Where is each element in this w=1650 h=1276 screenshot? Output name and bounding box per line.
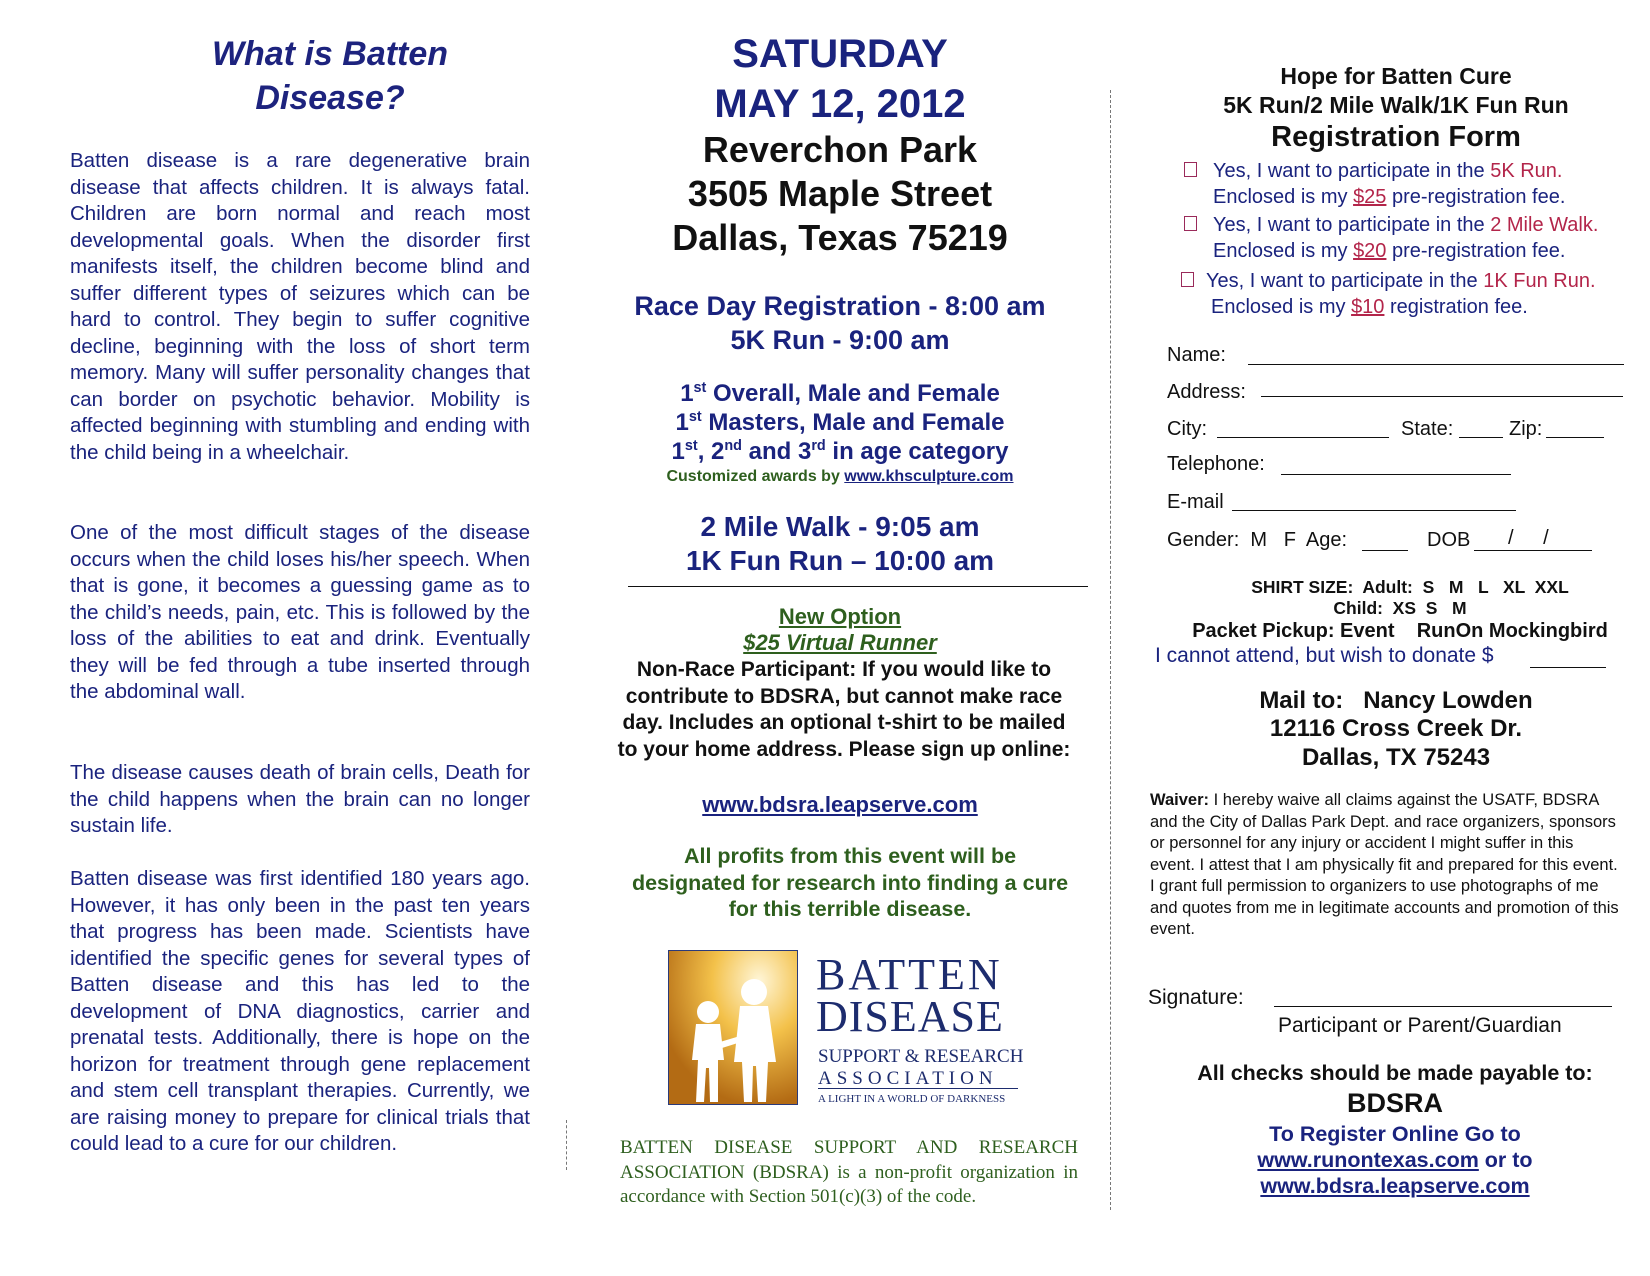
register-online-links: www.runontexas.com or to [1257,1148,1533,1172]
waiver-label: Waiver: [1150,791,1209,809]
logo-tagline: A LIGHT IN A WORLD OF DARKNESS [818,1093,1006,1105]
address-label: Address: [1167,381,1246,403]
city-field[interactable] [1217,437,1389,438]
left-paragraph-3: The disease causes death of brain cells, Death for the child happens when the brain can no longer sustain life. [70,761,530,837]
signature-field[interactable] [1274,1006,1612,1007]
column-divider-left [566,1120,567,1170]
option-walk-line1: Yes, I want to participate in the 2 Mile Walk. [1213,214,1599,236]
profits-statement: All profits from this event will be designated for research into finding a cure for this terrible disease. [631,844,1069,921]
children-silhouette-icon [668,950,798,1105]
new-option: New Option [778,604,902,629]
awards-credit: Customized awards by www.khsculpture.com [666,468,1014,485]
mail-street: 12116 Cross Creek Dr. [1269,715,1523,742]
checkbox-1k[interactable] [1181,272,1194,287]
award-age-category: 1st, 2nd and 3rd in age category [671,438,1009,465]
name-field[interactable] [1248,364,1624,365]
nonrace-participant: Non-Race Participant: If you would like to contribute to BDSRA, but cannot make race day. Includes an optional t-shirt to be mailed to your home address. Please sign up online: [617,658,1071,761]
logo-batten: BATTEN [816,950,1003,999]
donate-field[interactable] [1530,667,1606,668]
option-funrun-line2: Enclosed is my $10 registration fee. [1211,296,1528,318]
virtual-runner: $25 Virtual Runner [743,630,937,655]
city-label: City: [1167,418,1207,440]
runontexas-link[interactable]: www.runontexas.com [1257,1148,1479,1172]
shirt-size-adult: SHIRT SIZE: Adult: S M L XL XXL [1251,577,1569,597]
donate-line: I cannot attend, but wish to donate $ [1155,644,1494,667]
event-street: 3505 Maple Street [687,173,993,214]
logo-disease: DISEASE [816,992,1004,1041]
option-funrun-line1: Yes, I want to participate in the 1K Fun Run. [1206,270,1596,292]
logo-rule [818,1088,1018,1089]
name-label: Name: [1167,344,1226,366]
checks-payable: All checks should be made payable to: [1197,1061,1593,1085]
state-field[interactable] [1459,437,1503,438]
shirt-size-child: Child: XS S M [1333,598,1467,618]
signer-label: Participant or Parent/Guardian [1278,1014,1562,1037]
register-online: To Register Online Go to [1269,1122,1521,1146]
event-city: Dallas, Texas 75219 [672,217,1008,258]
packet-pickup: Packet Pickup: Event RunOn Mockingbird [1192,620,1608,642]
telephone-label: Telephone: [1167,453,1265,475]
gender-age-label: Gender: M F Age: [1167,529,1348,551]
dob-slashes: / / [1508,527,1561,549]
age-field[interactable] [1362,550,1408,551]
walk-time: 2 Mile Walk - 9:05 am [700,511,980,542]
option-5k-line1: Yes, I want to participate in the 5K Run. [1213,160,1563,182]
waiver-text: I hereby waive all claims against the USATF, BDSRA and the City of Dallas Park Dept. and race organizers, sponsors or personnel for any injury or accident I might suffer in this event. I attest that I am physically fit and prepared for this event. I grant full permission to organizers to use photographs of me and quotes from me in legitimate accounts and promotion of this event. [1150,791,1619,938]
nonprofit-statement: BATTEN DISEASE SUPPORT AND RESEARCH ASSOCIATION (BDSRA) is a non-profit organization in accordance with Section 501(c)(3) of the code. [620,1137,1078,1207]
race-day-registration: Race Day Registration - 8:00 am [634,291,1046,321]
mail-to: Mail to: Nancy Lowden [1259,687,1533,714]
event-date: MAY 12, 2012 [714,82,966,126]
left-paragraph-4: Batten disease was first identified 180 years ago. However, it has only been in the past ten years that progress has been made. Scientists have identified the specific genes for several types of Batten disease and this has led to the development of DNA diagnostics, carrier and prenatal tests. Additionally, there is hope on the horizon for treatment through gene replacement and stem cell transplant therapies. Currently, we are raising money to prepare for clinical trials that could lead to a cure for our children. [70,867,530,1155]
left-paragraph-2: One of the most difficult stages of the disease occurs when the child loses his/her speech. When that is gone, it becomes a guessing game as to the child’s needs, pain, etc. This is followed by the loss of the abilities to eat and drink. Eventually they will be fed through a tube inserted through the abdominal wall. [70,521,530,703]
dob-field[interactable] [1474,550,1592,551]
logo-support-research: SUPPORT & RESEARCH [818,1046,1024,1067]
column-divider-right [1110,90,1111,1210]
zip-field[interactable] [1546,437,1604,438]
zip-label: Zip: [1509,418,1543,440]
khsculpture-link[interactable]: www.khsculpture.com [844,468,1014,485]
event-park: Reverchon Park [702,129,978,170]
bdsra-leapserve-link[interactable]: www.bdsra.leapserve.com [702,792,978,817]
award-masters: 1st Masters, Male and Female [675,409,1005,436]
waiver [1150,790,1622,941]
email-label: E-mail [1167,491,1224,513]
left-title: What is Batten Disease? [211,35,449,117]
fun-run-time: 1K Fun Run – 10:00 am [685,545,995,576]
dob-label: DOB [1427,529,1471,551]
run-5k-time: 5K Run - 9:00 am [730,325,950,355]
mail-city: Dallas, TX 75243 [1301,744,1491,771]
form-title-2: 5K Run/2 Mile Walk/1K Fun Run [1223,92,1569,118]
telephone-field[interactable] [1281,474,1511,475]
bdsra-logo [668,950,1068,1105]
left-paragraph-1: Batten disease is a rare degenerative brain disease that affects children. It is always fatal. Children are born normal and reach most developmental goals. When the disorder first manifests itself, the children become blind and suffer different types of seizures which can be hard to control. They begin to suffer cognitive decline, beginning with the loss of short term memory. Many will suffer personality changes that can border on psychotic behavior. Mobility is affected beginning with stumbling and ending with the child being in a wheelchair. [70,149,530,464]
checkbox-5k[interactable] [1184,162,1197,177]
form-title-3: Registration Form [1271,121,1521,153]
checkbox-2mile[interactable] [1184,216,1197,231]
middle-rule [628,586,1088,587]
option-walk-line2: Enclosed is my $20 pre-registration fee. [1213,240,1566,262]
register-online-link2 [1150,1173,1640,1199]
logo-association: ASSOCIATION [818,1068,998,1089]
email-field[interactable] [1232,510,1516,511]
signup-online [600,792,1080,818]
option-5k-line2: Enclosed is my $25 pre-registration fee. [1213,186,1566,208]
event-day: SATURDAY [732,32,948,76]
signature-label: Signature: [1148,986,1244,1009]
address-field[interactable] [1261,396,1623,397]
state-label: State: [1401,418,1454,440]
payee: BDSRA [1346,1088,1443,1118]
bdsra-leapserve-link-2[interactable]: www.bdsra.leapserve.com [1260,1174,1530,1198]
form-title-1: Hope for Batten Cure [1280,63,1512,89]
award-overall: 1st Overall, Male and Female [680,380,1000,407]
